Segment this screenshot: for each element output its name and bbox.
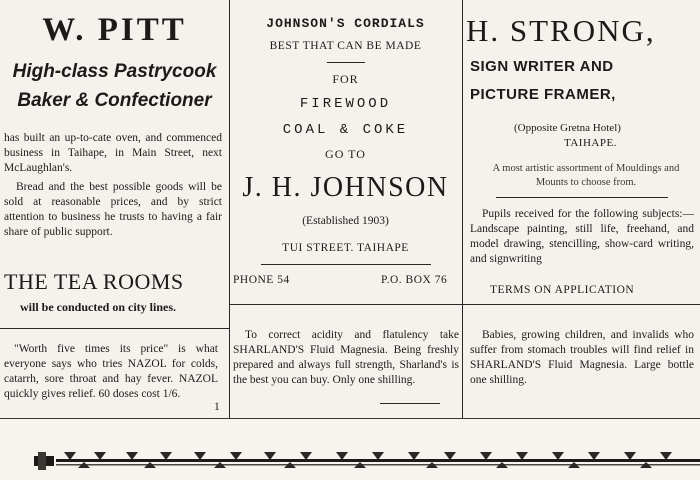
johnson-firewood: FIREWOOD <box>299 96 392 112</box>
ornamental-border-icon <box>34 448 700 474</box>
johnson-advert <box>229 0 462 304</box>
pitt-name: W. PITT <box>42 12 187 48</box>
strong-name: H. STRONG, <box>466 13 656 48</box>
nazol-advert <box>0 328 229 418</box>
johnson-name: J. H. JOHNSON <box>242 172 449 203</box>
pitt-advert <box>0 0 229 328</box>
strong-assortment: A most artistic assortment of Mouldings and Mounts to choose from. <box>492 163 680 188</box>
strong-terms: TERMS ON APPLICATION <box>490 284 635 296</box>
johnson-divider-bottom <box>261 264 431 265</box>
johnson-tagline: BEST THAT CAN BE MADE <box>269 40 422 52</box>
pitt-para1: has built an up-to-cate oven, and commenced business in Taihape, in Main Street, next McLaughlan's. <box>4 132 222 174</box>
strong-town: TAIHAPE. <box>564 137 617 149</box>
strong-divider <box>496 197 668 198</box>
johnson-phone: PHONE 54 <box>233 274 290 286</box>
johnson-divider-top <box>327 62 365 63</box>
johnson-coal: COAL & COKE <box>282 122 409 138</box>
pitt-line1: High-class Pastrycook <box>12 61 217 82</box>
sharland-right-text: Babies, growing children, and invalids who suffer from stomach troubles will find relief in SHARLAND'S Fluid Magnesia. Large bottle one shilling. <box>470 329 694 386</box>
johnson-pobox: P.O. BOX 76 <box>381 274 448 286</box>
nazol-marker: 1 <box>214 401 220 413</box>
tea-rooms-title: THE TEA ROOMS <box>4 269 184 294</box>
tea-rooms-subtitle: will be conducted on city lines. <box>20 300 177 314</box>
sharland-right-advert <box>462 304 700 418</box>
sharland-mid-advert <box>229 304 462 418</box>
strong-address: (Opposite Gretna Hotel) <box>514 122 621 134</box>
pitt-line2: Baker & Confectioner <box>17 90 212 111</box>
johnson-goto: GO TO <box>325 147 366 161</box>
johnson-cordials: JOHNSON'S CORDIALS <box>266 16 425 31</box>
strong-line2: PICTURE FRAMER, <box>470 86 616 103</box>
strong-pupils: Pupils received for the following subjects:—Landscape painting, still life, freehand, and model drawing, stencilling, show-card writing, and signwriting <box>470 208 694 265</box>
johnson-for: FOR <box>332 72 359 86</box>
johnson-street: TUI STREET. TAIHAPE <box>282 242 409 254</box>
nazol-text: "Worth five times its price" is what everyone says who tries NAZOL for colds, catarrh, sore throat and hay fever. NAZOL quickly gives relief. 60 doses cost 1/6. <box>4 343 218 400</box>
pitt-para2: Bread and the best possible goods will be sold at reasonable prices, and by strict attention to business he trusts to having a fair share of public support. <box>4 181 222 238</box>
strong-advert <box>462 0 700 304</box>
strong-line1: SIGN WRITER AND <box>470 58 614 75</box>
johnson-established: (Established 1903) <box>302 215 389 227</box>
sharland-mid-text: To correct acidity and flatulency take SHARLAND'S Fluid Magnesia. Being freshly prepared and always full strength, Sharland's is the best you can buy. Only one shilling. <box>233 329 459 386</box>
